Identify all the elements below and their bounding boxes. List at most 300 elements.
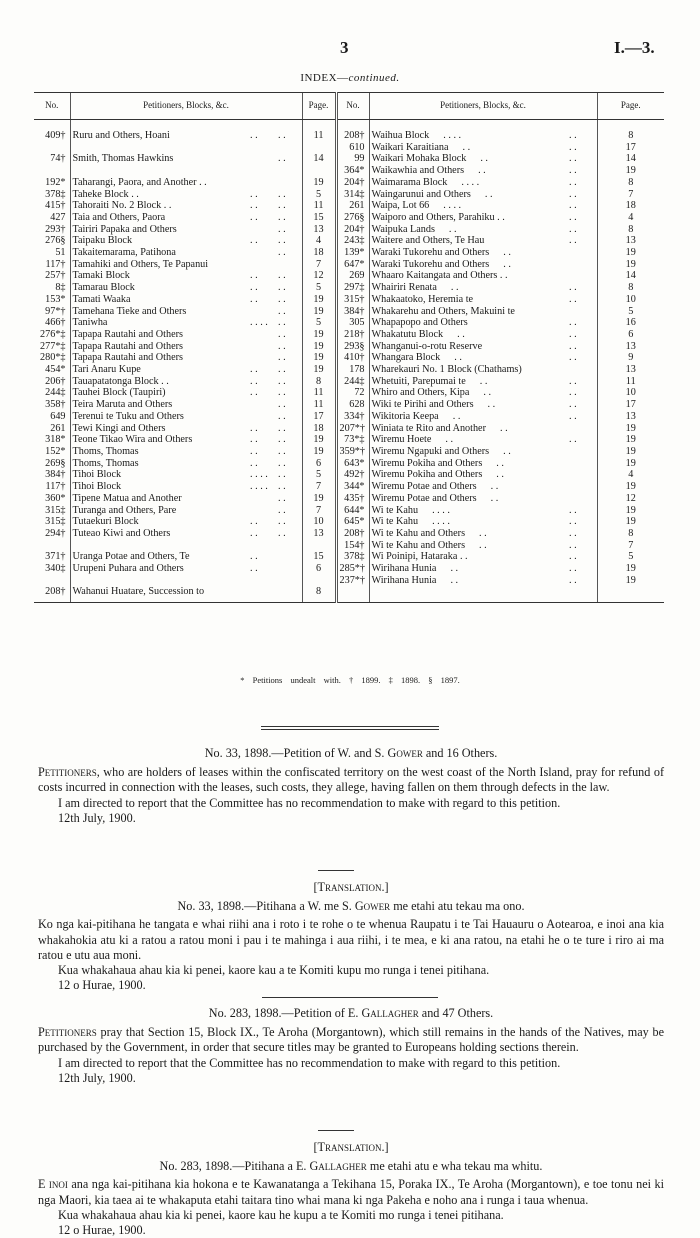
entry-name: Ruru and Others, Hoani bbox=[70, 120, 248, 142]
leader-dots bbox=[248, 224, 276, 236]
entry-page: 11 bbox=[302, 200, 336, 212]
table-row bbox=[34, 189, 664, 201]
entry-name bbox=[369, 458, 567, 470]
entry-name bbox=[369, 177, 567, 189]
entry-page: 11 bbox=[302, 387, 336, 399]
leader-dots: . . bbox=[278, 352, 286, 364]
entry-number bbox=[34, 575, 70, 587]
entry-page: 8 bbox=[302, 586, 336, 602]
entry-name-text: Whairiri Renata bbox=[371, 282, 437, 294]
entry-page: 19 bbox=[302, 352, 336, 364]
leader-dots: . . bbox=[278, 247, 286, 259]
entry-name bbox=[369, 224, 567, 236]
leader-dots bbox=[567, 247, 597, 259]
leader-dots: . . bbox=[250, 457, 258, 469]
index-table bbox=[34, 92, 664, 603]
entry-name-text: Whetuiti, Parepumai te bbox=[371, 375, 466, 387]
entry-name: Taia and Others, Paora bbox=[70, 212, 248, 224]
entry-page: 13 bbox=[597, 411, 664, 423]
leader-dots: . . bbox=[569, 317, 577, 329]
entry-page: 5 bbox=[597, 306, 664, 318]
entry-name: Tairiri Papaka and Others bbox=[70, 224, 248, 236]
entry-name: Tamehana Tieke and Others bbox=[70, 306, 248, 318]
entry-page: 19 bbox=[597, 481, 664, 493]
entry-page: 10 bbox=[597, 387, 664, 399]
entry-page: 13 bbox=[597, 341, 664, 353]
entry-page: 18 bbox=[302, 247, 336, 259]
entry-name: Waiporo and Others, Parahiku . . bbox=[369, 212, 567, 224]
entry-number bbox=[34, 540, 70, 552]
entry-number: 410† bbox=[336, 352, 369, 364]
entry-number: 276*‡ bbox=[40, 328, 66, 340]
leader-dots: . . bbox=[278, 188, 286, 200]
entry-page bbox=[302, 540, 336, 552]
entry-name bbox=[369, 516, 567, 528]
entry-page: 5 bbox=[302, 469, 336, 481]
petition-body: Petitioners, who are holders of leases within the confiscated territory on the west coast of the North Island, pray for refund of costs incurred in connection with the leases, such costs, they allege, having fallen on them through defects in the law. bbox=[38, 765, 664, 795]
leader-dots: . . . . bbox=[432, 504, 450, 516]
entry-name: Tihoi Block bbox=[70, 469, 248, 481]
entry-page: 19 bbox=[597, 434, 664, 446]
leader-dots: . . bbox=[448, 223, 457, 235]
entry-number: 244‡ bbox=[336, 376, 369, 388]
entry-page: 5 bbox=[302, 282, 336, 294]
entry-name bbox=[369, 540, 567, 552]
entry-number: 204† bbox=[336, 177, 369, 189]
entry-name bbox=[369, 120, 567, 142]
entry-page: 17 bbox=[302, 411, 336, 423]
entry-name bbox=[369, 200, 567, 212]
leader-dots bbox=[248, 306, 276, 318]
entry-name bbox=[369, 586, 567, 602]
entry-number: 139* bbox=[336, 247, 369, 259]
index-footnotes: * Petitions undealt with. † 1899. ‡ 1898. § 1897. bbox=[240, 675, 460, 685]
entry-page: 7 bbox=[302, 259, 336, 271]
entry-number: 117† bbox=[45, 258, 66, 270]
col-no: No. bbox=[34, 93, 70, 120]
leader-dots: . . bbox=[569, 130, 577, 141]
entry-name: Whakarehu and Others, Makuini te bbox=[369, 306, 567, 318]
leader-dots: . . bbox=[569, 434, 577, 446]
leader-dots: . . bbox=[250, 516, 258, 528]
entry-number: 644* bbox=[336, 505, 369, 517]
entry-page: 5 bbox=[302, 317, 336, 329]
entry-name: Waitere and Others, Te Hau bbox=[369, 235, 567, 247]
entry-name: Wahanui Huatare, Succession to bbox=[70, 586, 248, 602]
leader-dots: . . bbox=[278, 282, 286, 294]
table-row bbox=[34, 153, 664, 165]
leader-dots: . . bbox=[250, 211, 258, 223]
entry-page: 19 bbox=[302, 306, 336, 318]
entry-number: 206† bbox=[45, 375, 66, 387]
entry-page: 19 bbox=[302, 434, 336, 446]
leader-dots bbox=[567, 446, 597, 458]
leader-dots bbox=[248, 575, 276, 587]
entry-name bbox=[369, 563, 567, 575]
leader-dots bbox=[567, 364, 597, 376]
leader-dots: . . bbox=[454, 352, 462, 364]
entry-number: 427 bbox=[50, 211, 66, 223]
leader-dots: . . bbox=[457, 328, 465, 340]
leader-dots: . . bbox=[250, 445, 258, 457]
leader-dots bbox=[567, 259, 597, 271]
entry-name bbox=[70, 142, 248, 154]
leader-dots: . . bbox=[569, 539, 577, 551]
leader-dots: . . bbox=[278, 457, 286, 469]
entry-name-text: Waihua Block bbox=[371, 130, 430, 141]
entry-page: 10 bbox=[597, 294, 664, 306]
table-row bbox=[34, 376, 664, 388]
entry-name-text: Waikawhia and Others bbox=[371, 165, 465, 177]
leader-dots: . . bbox=[569, 527, 577, 539]
translation-report: Kua whakahaua ahau kia ki penei, kaore kau he kupu a te Komiti mo runga i tenei pitihana. bbox=[58, 1207, 504, 1222]
entry-name-text: Wi te Kahu and Others bbox=[371, 539, 466, 551]
entry-name: Wi Poinipi, Hataraka . . bbox=[369, 551, 567, 563]
table-row bbox=[34, 540, 664, 552]
entry-page: 15 bbox=[302, 212, 336, 224]
leader-dots: . . bbox=[569, 165, 577, 177]
leader-dots: . . bbox=[462, 141, 471, 153]
entry-number: 318* bbox=[45, 434, 66, 446]
entry-page: 19 bbox=[302, 177, 336, 189]
entry-number bbox=[336, 586, 369, 602]
translation-heading: No. 283, 1898.—Pitihana a E. Gallagher me etahi atu e wha tekau ma whitu. bbox=[159, 1159, 543, 1174]
entry-number bbox=[34, 165, 70, 177]
leader-dots: . . bbox=[496, 469, 504, 481]
leader-dots: . . bbox=[490, 481, 499, 493]
leader-dots: . . bbox=[278, 422, 286, 434]
leader-dots: . . bbox=[569, 340, 577, 352]
entry-number: 280*‡ bbox=[40, 352, 66, 364]
entry-number: 204† bbox=[336, 224, 369, 236]
entry-page: 10 bbox=[302, 516, 336, 528]
leader-dots: . . bbox=[278, 399, 286, 411]
entry-number: 649 bbox=[50, 410, 66, 422]
entry-name-text: Wiremu Hoete bbox=[371, 434, 432, 446]
entry-page: 15 bbox=[302, 551, 336, 563]
entry-number: 314‡ bbox=[336, 189, 369, 201]
leader-dots: . . bbox=[569, 176, 577, 188]
entry-page: 19 bbox=[302, 329, 336, 341]
table-row bbox=[34, 481, 664, 493]
leader-dots: . . bbox=[278, 469, 286, 481]
leader-dots: . . bbox=[278, 481, 286, 493]
entry-number: 218† bbox=[336, 329, 369, 341]
entry-name: Whapapopo and Others bbox=[369, 317, 567, 329]
leader-dots: . . bbox=[569, 293, 577, 305]
petition-section bbox=[38, 1006, 664, 1086]
leader-dots bbox=[276, 177, 302, 189]
entry-page: 16 bbox=[597, 317, 664, 329]
entry-number: 207*† bbox=[336, 423, 369, 435]
leader-dots: . . bbox=[569, 352, 577, 364]
entry-name: Tapapa Rautahi and Others bbox=[70, 329, 248, 341]
entry-name: Tauhei Block (Taupiri) bbox=[70, 387, 248, 399]
leader-dots: . . bbox=[569, 188, 577, 200]
leader-dots: . . bbox=[278, 434, 286, 446]
entry-page: 13 bbox=[597, 235, 664, 247]
entry-name-text: Winiata te Rito and Another bbox=[371, 422, 486, 434]
entry-number: 628 bbox=[336, 399, 369, 411]
entry-name-text: Waimarama Block bbox=[371, 176, 448, 188]
entry-number: 340‡ bbox=[45, 563, 66, 575]
entry-page: 14 bbox=[597, 270, 664, 282]
entry-name bbox=[369, 493, 567, 505]
leader-dots: . . bbox=[496, 457, 504, 469]
entry-page: 19 bbox=[302, 294, 336, 306]
table-row bbox=[34, 551, 664, 563]
entry-name-text: Waraki Tukorehu and Others bbox=[371, 247, 490, 259]
leader-dots bbox=[567, 493, 597, 505]
entry-page: 12 bbox=[302, 270, 336, 282]
entry-page: 7 bbox=[302, 505, 336, 517]
entry-name-text: Waraki Tukorehu and Others bbox=[371, 258, 490, 270]
entry-page bbox=[302, 142, 336, 154]
leader-dots: . . bbox=[452, 410, 461, 422]
leader-dots: . . bbox=[479, 539, 487, 551]
table-row bbox=[34, 575, 664, 587]
leader-dots: . . bbox=[450, 282, 459, 294]
entry-name-text: Wi te Kahu and Others bbox=[371, 527, 466, 539]
col-no-right: No. bbox=[336, 93, 369, 120]
leader-dots: . . bbox=[278, 410, 286, 422]
leader-dots bbox=[567, 306, 597, 318]
leader-dots: . . bbox=[569, 328, 577, 340]
leader-dots: . . bbox=[250, 527, 258, 539]
entry-number: 358† bbox=[45, 399, 66, 411]
entry-name: Turanga and Others, Pare bbox=[70, 505, 248, 517]
entry-name: Teone Tikao Wira and Others bbox=[70, 434, 248, 446]
entry-name-text: Wiremu Potae and Others bbox=[371, 481, 477, 493]
entry-page: 11 bbox=[597, 376, 664, 388]
table-row bbox=[34, 469, 664, 481]
translation-body: E inoi ana nga kai-pitihana kia hokona e te Kawanatanga a Tekihana 15, Poraka IX., Te Aroha (Morgantown), e toe tonu nei ki nga Maori, kia taea ai te whakaputa etahi taitara tino whai mana ki nga Pakeha e noho ana i runga i taua whenua. bbox=[38, 1177, 664, 1207]
leader-dots: . . bbox=[484, 188, 493, 200]
table-row bbox=[34, 505, 664, 517]
short-rule bbox=[318, 870, 354, 871]
entry-name-text: Waingarunui and Others bbox=[371, 188, 471, 200]
entry-number: 466† bbox=[45, 317, 66, 329]
entry-number: 293§ bbox=[336, 341, 369, 353]
table-row bbox=[34, 306, 664, 318]
leader-dots: . . . . bbox=[250, 317, 268, 329]
entry-number: 315‡ bbox=[45, 516, 66, 528]
leader-dots: . . . . bbox=[443, 200, 462, 212]
entry-name bbox=[369, 387, 567, 399]
entry-number: 51 bbox=[55, 247, 66, 259]
leader-dots: . . bbox=[250, 364, 258, 376]
entry-name bbox=[369, 481, 567, 493]
entry-number: 378‡ bbox=[45, 188, 66, 200]
entry-name-text: Whiro and Others, Kipa bbox=[371, 387, 470, 399]
entry-number: 305 bbox=[336, 317, 369, 329]
entry-number: 364* bbox=[336, 165, 369, 177]
leader-dots: . . bbox=[250, 270, 258, 282]
leader-dots bbox=[248, 411, 276, 423]
entry-name: Tutaekuri Block bbox=[70, 516, 248, 528]
leader-dots: . . bbox=[503, 445, 511, 457]
leader-dots: . . bbox=[278, 130, 286, 141]
table-row bbox=[34, 329, 664, 341]
entry-number: 73*‡ bbox=[336, 434, 369, 446]
entry-name-text: Waikari Mohaka Block bbox=[371, 153, 467, 165]
leader-dots bbox=[248, 142, 276, 154]
entry-name: Whanganui-o-rotu Reserve bbox=[369, 341, 567, 353]
divider-rule bbox=[261, 729, 439, 730]
leader-dots: . . bbox=[278, 340, 286, 352]
entry-name bbox=[369, 282, 567, 294]
entry-number: 257† bbox=[45, 270, 66, 282]
entry-page: 8 bbox=[597, 224, 664, 236]
entry-name-text: Wiki te Pirihi and Others bbox=[371, 399, 474, 411]
entry-page: 19 bbox=[597, 446, 664, 458]
entry-page: 19 bbox=[597, 516, 664, 528]
entry-page: 19 bbox=[302, 493, 336, 505]
table-row bbox=[34, 247, 664, 259]
entry-name: Taipaku Block bbox=[70, 235, 248, 247]
entry-number: 237*† bbox=[336, 575, 369, 587]
leader-dots: . . bbox=[278, 516, 286, 528]
entry-page bbox=[597, 586, 664, 602]
entry-name bbox=[369, 505, 567, 517]
entry-page: 19 bbox=[597, 423, 664, 435]
entry-name: Tamarau Block bbox=[70, 282, 248, 294]
entry-name bbox=[369, 329, 567, 341]
table-row bbox=[34, 294, 664, 306]
entry-page: 5 bbox=[302, 189, 336, 201]
leader-dots: . . bbox=[569, 200, 577, 212]
table-row bbox=[34, 352, 664, 364]
entry-page: 7 bbox=[597, 189, 664, 201]
entry-name: Tamati Waaka bbox=[70, 294, 248, 306]
leader-dots bbox=[248, 399, 276, 411]
table-row bbox=[34, 528, 664, 540]
leader-dots bbox=[276, 551, 302, 563]
leader-dots bbox=[248, 586, 276, 602]
table-row bbox=[34, 224, 664, 236]
leader-dots: . . bbox=[278, 270, 286, 282]
entry-page: 13 bbox=[597, 364, 664, 376]
entry-page: 19 bbox=[597, 505, 664, 517]
leader-dots bbox=[248, 153, 276, 165]
leader-dots: . . bbox=[278, 223, 286, 235]
entry-number: 74† bbox=[50, 153, 66, 165]
leader-dots bbox=[248, 540, 276, 552]
entry-number: 435† bbox=[336, 493, 369, 505]
entry-name: Tauapatatonga Block . . bbox=[70, 376, 248, 388]
entry-name: Tapapa Rautahi and Others bbox=[70, 352, 248, 364]
table-row bbox=[34, 446, 664, 458]
leader-dots bbox=[248, 247, 276, 259]
section-rule bbox=[262, 997, 438, 998]
translation-section bbox=[38, 880, 664, 993]
entry-name: Smith, Thomas Hawkins bbox=[70, 153, 248, 165]
entry-number: 276§ bbox=[45, 235, 66, 247]
table-row bbox=[34, 411, 664, 423]
leader-dots: . . bbox=[569, 563, 577, 575]
entry-number: 152* bbox=[45, 445, 66, 457]
entry-name: Wharekauri No. 1 Block (Chathams) bbox=[369, 364, 567, 376]
entry-number: 315† bbox=[336, 294, 369, 306]
table-row bbox=[34, 563, 664, 575]
leader-dots bbox=[567, 270, 597, 282]
entry-number: 315‡ bbox=[45, 504, 66, 516]
entry-number: 192* bbox=[45, 176, 66, 188]
entry-number: 384† bbox=[45, 469, 66, 481]
entry-name bbox=[70, 165, 248, 177]
entry-name bbox=[369, 575, 567, 587]
entry-number: 269 bbox=[336, 270, 369, 282]
entry-page: 7 bbox=[302, 481, 336, 493]
entry-number: 492† bbox=[336, 469, 369, 481]
entry-number: 208† bbox=[34, 586, 70, 602]
table-row bbox=[34, 235, 664, 247]
entry-name-text: Wiremu Pokiha and Others bbox=[371, 469, 483, 481]
entry-name: Takaitemarama, Patihona bbox=[70, 247, 248, 259]
short-rule bbox=[318, 1130, 354, 1131]
petition-heading: No. 33, 1898.—Petition of W. and S. Gower and 16 Others. bbox=[204, 746, 498, 760]
leader-dots: . . bbox=[278, 445, 286, 457]
table-row bbox=[34, 212, 664, 224]
entry-name bbox=[369, 434, 567, 446]
entry-page: 14 bbox=[597, 153, 664, 165]
leader-dots: . . bbox=[569, 141, 577, 153]
entry-page: 13 bbox=[302, 528, 336, 540]
entry-name: Thoms, Thomas bbox=[70, 458, 248, 470]
entry-name-text: Wirihana Hunia bbox=[371, 574, 437, 586]
entry-name: Tuteao Kiwi and Others bbox=[70, 528, 248, 540]
entry-name: Tewi Kingi and Others bbox=[70, 423, 248, 435]
leader-dots: . . bbox=[278, 153, 286, 165]
entry-number: 269§ bbox=[45, 457, 66, 469]
entry-name-text: Wiremu Ngapuki and Others bbox=[371, 445, 490, 457]
leader-dots: . . bbox=[278, 492, 286, 504]
leader-dots: . . . . bbox=[461, 176, 480, 188]
entry-page: 8 bbox=[597, 282, 664, 294]
entry-name bbox=[369, 469, 567, 481]
entry-page: 14 bbox=[302, 153, 336, 165]
entry-page bbox=[302, 165, 336, 177]
entry-name bbox=[369, 259, 567, 271]
translation-report: Kua whakahaua ahau kia ki penei, kaore kau a te Komiti kupu mo runga i tenei pitihana. bbox=[58, 963, 490, 978]
leader-dots: . . bbox=[480, 153, 488, 165]
entry-name bbox=[369, 153, 567, 165]
entry-name: Tahoraiti No. 2 Block . . bbox=[70, 200, 248, 212]
table-row bbox=[34, 341, 664, 353]
entry-name-text: Whangara Block bbox=[371, 352, 441, 364]
entry-page: 19 bbox=[597, 575, 664, 587]
translation-label: [Translation.] bbox=[313, 1140, 389, 1154]
leader-dots bbox=[248, 352, 276, 364]
entry-name: Tipene Matua and Another bbox=[70, 493, 248, 505]
entry-number: 277*‡ bbox=[40, 340, 66, 352]
entry-page: 19 bbox=[302, 341, 336, 353]
leader-dots: . . bbox=[278, 364, 286, 376]
leader-dots bbox=[567, 586, 597, 602]
petition-report: I am directed to report that the Committee has no recommendation to make with regard to this petition. bbox=[58, 1055, 561, 1070]
entry-page: 8 bbox=[597, 120, 664, 142]
leader-dots bbox=[567, 469, 597, 481]
entry-number: 97*† bbox=[45, 305, 66, 317]
entry-name: Tihoi Block bbox=[70, 481, 248, 493]
leader-dots bbox=[567, 458, 597, 470]
table-row bbox=[34, 423, 664, 435]
entry-page: 17 bbox=[597, 142, 664, 154]
page-number: 3 bbox=[340, 38, 349, 57]
leader-dots: . . bbox=[278, 328, 286, 340]
entry-number: 285*† bbox=[336, 563, 369, 575]
entry-name-text: Wiremu Potae and Others bbox=[371, 492, 477, 504]
